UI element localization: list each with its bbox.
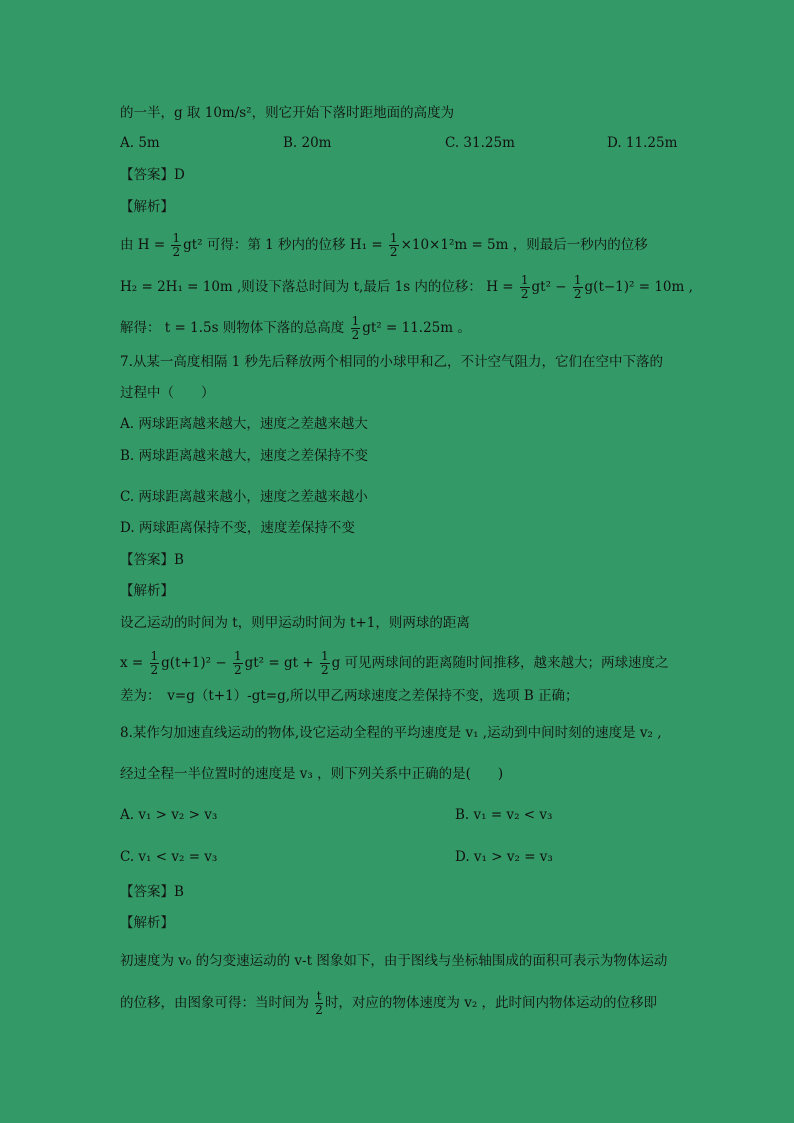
q8-stem-line2: 经过全程一半位置时的速度是 v₃ ，则下列关系中正确的是( ) [120,766,504,782]
q6-sol3-part-b: gt² = 11.25m 。 [362,320,471,336]
q6-sol2-part-b: gt² − [531,279,571,295]
half-fraction: $\frac{1}{2}$ [233,649,242,677]
q7-sol2-part-d: g 可见两球间的距离随时间推移，越来越大；两球速度之 [331,655,669,671]
q6-analysis-label: 【解析】 [120,199,174,215]
half-fraction: $\frac{1}{2}$ [320,649,329,677]
q6-option-a: A. 5m [120,135,160,151]
half-fraction: $\frac{1}{2}$ [150,649,159,677]
q8-sol2-part-b: 时，对应的物体速度为 v₂ ，此时间内物体运动的位移即 [324,995,658,1011]
q8-analysis-label: 【解析】 [120,915,174,931]
q7-stem-line1: 7.从某一高度相隔 1 秒先后释放两个相同的小球甲和乙，不计空气阻力，它们在空中下落的 [120,354,664,370]
q6-option-d: D. 11.25m [607,135,678,151]
q7-analysis-label: 【解析】 [120,583,174,599]
q6-sol1-part-a: 由 H = [120,237,170,253]
half-fraction: $\frac{1}{2}$ [573,273,582,301]
half-fraction: $\frac{1}{2}$ [351,314,360,342]
q7-solution-line3: 差为： v=g（t+1）-gt=g,所以甲乙两球速度之差保持不变，选项 B 正确； [120,688,579,704]
q8-option-b: B. v₁ = v₂ < v₃ [455,807,553,823]
q6-option-c: C. 31.25m [445,135,515,151]
q7-sol2-part-a: x = [120,655,148,671]
q6-sol2-part-c: g(t−1)² = 10m , [584,279,693,295]
q8-option-a: A. v₁ > v₂ > v₃ [120,807,218,823]
half-fraction: $\frac{1}{2}$ [172,231,181,259]
q7-solution-line2 [120,650,669,677]
q7-option-d: D. 两球距离保持不变，速度差保持不变 [120,520,355,536]
q6-answer: 【答案】D [120,167,185,183]
q8-solution-line2 [120,990,657,1017]
q6-solution-line3 [120,315,471,342]
q6-solution-line1 [120,232,648,259]
q6-sol3-part-a: 解得： t = 1.5s 则物体下落的总高度 [120,320,349,336]
q6-sol1-part-c: ×10×1²m = 5m ，则最后一秒内的位移 [400,237,648,253]
q6-solution-line2 [120,274,693,301]
q7-sol2-part-c: gt² = gt + [244,655,318,671]
q6-sol1-part-b: gt² 可得：第 1 秒内的位移 H₁ = [183,237,387,253]
q7-option-b: B. 两球距离越来越大，速度之差保持不变 [120,448,369,464]
q7-solution-line1: 设乙运动的时间为 t，则甲运动时间为 t+1，则两球的距离 [120,615,470,631]
q6-stem-tail: 的一半，g 取 10m/s²，则它开始下落时距地面的高度为 [120,105,455,121]
half-fraction: $\frac{1}{2}$ [520,273,529,301]
q7-option-c: C. 两球距离越来越小，速度之差越来越小 [120,489,368,505]
q8-stem-line1: 8.某作匀加速直线运动的物体,设它运动全程的平均速度是 v₁ ,运动到中间时刻的速度是 v₂ , [120,725,662,741]
q7-answer: 【答案】B [120,552,184,568]
q8-option-d: D. v₁ > v₂ = v₃ [455,849,553,865]
q8-answer: 【答案】B [120,884,184,900]
q8-option-c: C. v₁ < v₂ = v₃ [120,849,218,865]
q7-stem-line2: 过程中（ ） [120,385,215,401]
half-fraction: $\frac{1}{2}$ [389,231,398,259]
q6-sol2-part-a: H₂ = 2H₁ = 10m ,则设下落总时间为 t,最后 1s 内的位移： H = [120,279,518,295]
q8-solution-line1: 初速度为 v₀ 的匀变速运动的 v-t 图象如下，由于图线与坐标轴围成的面积可表示为物体运动 [120,953,668,969]
q6-option-b: B. 20m [283,135,332,151]
q7-option-a: A. 两球距离越来越大，速度之差越来越大 [120,416,368,432]
q8-sol2-part-a: 的位移，由图象可得：当时间为 [120,995,314,1011]
q7-sol2-part-b: g(t+1)² − [161,655,231,671]
t-over-2-fraction: $\frac{t}{2}$ [315,989,323,1017]
